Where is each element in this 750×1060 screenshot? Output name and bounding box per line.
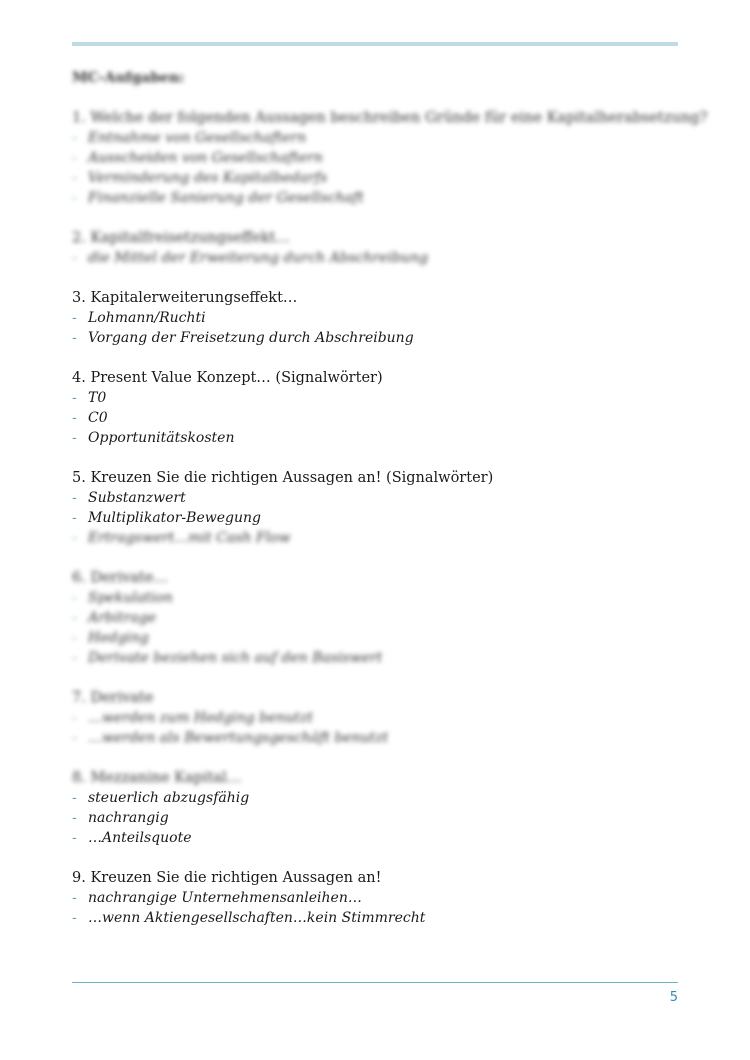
answer-option: - Entnahme von Gesellschaftern bbox=[72, 130, 307, 146]
question-6 bbox=[72, 568, 678, 668]
answer-option: - Multiplikator-Bewegung bbox=[72, 510, 261, 526]
question-7 bbox=[72, 688, 678, 748]
dash-bullet-icon: - bbox=[72, 250, 77, 266]
answer-option: - Finanzielle Sanierung der Gesellschaft bbox=[72, 190, 364, 206]
answer-option: - Ertragswert…mit Cash Flow bbox=[72, 530, 291, 546]
dash-bullet-icon: - bbox=[72, 890, 77, 906]
answer-option: - T0 bbox=[72, 390, 107, 406]
dash-bullet-icon: - bbox=[72, 330, 77, 346]
question-title: 7. Derivate bbox=[72, 690, 154, 706]
dash-bullet-icon: - bbox=[72, 310, 77, 326]
question-4 bbox=[72, 368, 678, 448]
answer-option: - nachrangige Unternehmensanleihen… bbox=[72, 890, 362, 906]
dash-bullet-icon: - bbox=[72, 430, 77, 446]
dash-bullet-icon: - bbox=[72, 810, 77, 826]
answer-option: - Lohmann/Ruchti bbox=[72, 310, 206, 326]
question-title: 9. Kreuzen Sie die richtigen Aussagen an! bbox=[72, 870, 382, 886]
dash-bullet-icon: - bbox=[72, 530, 77, 546]
header-rule bbox=[72, 42, 678, 46]
answer-option: - …wenn Aktiengesellschaften…kein Stimmrecht bbox=[72, 910, 426, 926]
question-9 bbox=[72, 868, 678, 928]
dash-bullet-icon: - bbox=[72, 130, 77, 146]
answer-option: - Ausscheiden von Gesellschaftern bbox=[72, 150, 323, 166]
answer-option: - …Anteilsquote bbox=[72, 830, 192, 846]
answer-option: - …werden zum Hedging benutzt bbox=[72, 710, 314, 726]
question-title: 1. Welche der folgenden Aussagen beschreiben Gründe für eine Kapitalherabsetzung? bbox=[72, 110, 708, 126]
question-2 bbox=[72, 228, 678, 268]
dash-bullet-icon: - bbox=[72, 390, 77, 406]
answer-option: - steuerlich abzugsfähig bbox=[72, 790, 250, 806]
question-title: 8. Mezzanine Kapital… bbox=[72, 770, 242, 786]
dash-bullet-icon: - bbox=[72, 610, 77, 626]
dash-bullet-icon: - bbox=[72, 650, 77, 666]
dash-bullet-icon: - bbox=[72, 830, 77, 846]
answer-option: - Vorgang der Freisetzung durch Abschreibung bbox=[72, 330, 414, 346]
answer-option: - Arbitrage bbox=[72, 610, 157, 626]
question-title: 2. Kapitalfreisetzungseffekt… bbox=[72, 230, 290, 246]
dash-bullet-icon: - bbox=[72, 170, 77, 186]
question-title: 3. Kapitalerweiterungseffekt… bbox=[72, 290, 298, 306]
footer-rule bbox=[72, 982, 678, 983]
answer-option: - Hedging bbox=[72, 630, 149, 646]
dash-bullet-icon: - bbox=[72, 490, 77, 506]
answer-option: - Verminderung des Kapitalbedarfs bbox=[72, 170, 328, 186]
dash-bullet-icon: - bbox=[72, 730, 77, 746]
answer-option: - Opportunitätskosten bbox=[72, 430, 235, 446]
section-heading: MC-Aufgaben: bbox=[72, 70, 185, 86]
dash-bullet-icon: - bbox=[72, 910, 77, 926]
question-title: 5. Kreuzen Sie die richtigen Aussagen an! (Signalwörter) bbox=[72, 470, 494, 486]
answer-option: - Substanzwert bbox=[72, 490, 186, 506]
dash-bullet-icon: - bbox=[72, 190, 77, 206]
answer-option: - Derivate beziehen sich auf den Basiswert bbox=[72, 650, 383, 666]
page-number: 5 bbox=[669, 990, 678, 1005]
question-5 bbox=[72, 468, 678, 548]
question-8 bbox=[72, 768, 678, 848]
question-1 bbox=[72, 108, 708, 208]
dash-bullet-icon: - bbox=[72, 790, 77, 806]
answer-option: - C0 bbox=[72, 410, 108, 426]
dash-bullet-icon: - bbox=[72, 410, 77, 426]
mc-questions-section bbox=[72, 68, 708, 948]
answer-option: - die Mittel der Erweiterung durch Abschreibung bbox=[72, 250, 429, 266]
dash-bullet-icon: - bbox=[72, 150, 77, 166]
question-title: 4. Present Value Konzept… (Signalwörter) bbox=[72, 370, 383, 386]
dash-bullet-icon: - bbox=[72, 590, 77, 606]
question-3 bbox=[72, 288, 678, 348]
question-title: 6. Derivate… bbox=[72, 570, 168, 586]
answer-option: - nachrangig bbox=[72, 810, 169, 826]
dash-bullet-icon: - bbox=[72, 710, 77, 726]
answer-option: - …werden als Bewertungsgeschäft benutzt bbox=[72, 730, 389, 746]
dash-bullet-icon: - bbox=[72, 630, 77, 646]
answer-option: - Spekulation bbox=[72, 590, 173, 606]
dash-bullet-icon: - bbox=[72, 510, 77, 526]
